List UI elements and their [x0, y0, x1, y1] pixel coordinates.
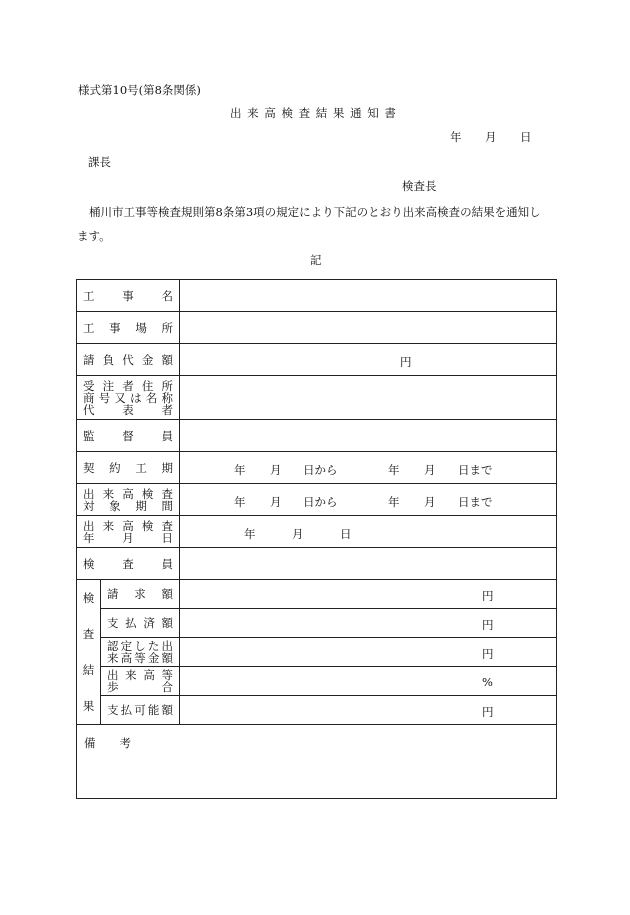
end-day: 日まで — [458, 463, 493, 477]
value-biko[interactable] — [77, 725, 557, 799]
start-day: 日から — [303, 463, 338, 477]
value-kantoku[interactable] — [180, 420, 557, 452]
value-ukeoi-daikin[interactable] — [180, 344, 557, 376]
document-title: 出 来 高 検 査 結 果 通 知 書 — [230, 106, 397, 120]
value-keiyaku-koki[interactable] — [180, 452, 557, 484]
value-seikyu[interactable] — [180, 580, 557, 609]
percent-unit: % — [482, 675, 493, 689]
label-koji-mei: 工 事 名 — [83, 288, 173, 303]
value-juchusha[interactable] — [180, 376, 557, 420]
end-month: 月 — [424, 463, 436, 477]
row-seikyu — [77, 580, 557, 609]
row-nintei — [77, 638, 557, 667]
value-koji-mei[interactable] — [180, 280, 557, 312]
label-biko: 備 考 — [84, 736, 131, 750]
label-koji-basho: 工 事 場 所 — [83, 320, 173, 335]
recipient: 課長 — [88, 155, 111, 169]
value-shiharai-zumi[interactable] — [180, 609, 557, 638]
label-taisho-kikan: 出 来 高 検 査 対 象 期 間 — [83, 486, 173, 513]
year: 年 — [244, 527, 256, 541]
start-day: 日から — [303, 495, 338, 509]
row-shiharai-kano — [77, 696, 557, 725]
label-kensain: 検 査 員 — [83, 556, 173, 571]
value-koji-basho[interactable] — [180, 312, 557, 344]
start-month: 月 — [270, 463, 282, 477]
label-keiyaku-koki: 契 約 工 期 — [83, 460, 173, 475]
row-kensabi — [77, 516, 557, 548]
value-kensabi[interactable] — [180, 516, 557, 548]
row-biko — [77, 725, 557, 799]
row-ukeoi-daikin — [77, 344, 557, 376]
date-day: 日 — [520, 130, 532, 144]
row-buai — [77, 667, 557, 696]
label-buai: 出 来 高 等 歩 合 — [107, 668, 173, 694]
yen-unit: 円 — [482, 589, 494, 603]
label-kensa-kekka: 検 査 結 果 — [77, 580, 101, 725]
value-buai[interactable] — [180, 667, 557, 696]
yen-unit: 円 — [482, 618, 494, 632]
label-juchusha: 受 注 者 住 所 商 号 又 は 名 称 代 表 者 — [83, 378, 173, 417]
label-seikyu: 請 求 額 — [107, 587, 173, 601]
yen-unit: 円 — [482, 705, 494, 719]
date-year: 年 — [450, 130, 462, 144]
value-taisho-kikan[interactable] — [180, 484, 557, 516]
start-month: 月 — [270, 495, 282, 509]
row-koji-basho — [77, 312, 557, 344]
value-shiharai-kano[interactable] — [180, 696, 557, 725]
body-text-line2: ます。 — [77, 229, 111, 243]
label-shiharai-kano: 支 払 可 能 額 — [107, 703, 173, 717]
yen-unit: 円 — [400, 355, 412, 369]
end-day: 日まで — [458, 495, 493, 509]
label-ukeoi-daikin: 請 負 代 金 額 — [83, 352, 173, 367]
end-month: 月 — [424, 495, 436, 509]
start-year: 年 — [234, 495, 246, 509]
date-month: 月 — [485, 130, 497, 144]
label-kantoku: 監 督 員 — [83, 428, 173, 443]
value-kensain[interactable] — [180, 548, 557, 580]
row-taisho-kikan — [77, 484, 557, 516]
label-shiharai-zumi: 支 払 済 額 — [107, 616, 173, 630]
row-kantoku — [77, 420, 557, 452]
value-nintei[interactable] — [180, 638, 557, 667]
end-year: 年 — [388, 463, 400, 477]
end-year: 年 — [388, 495, 400, 509]
row-shiharai-zumi — [77, 609, 557, 638]
sender: 検査長 — [402, 179, 437, 193]
row-kensain — [77, 548, 557, 580]
row-keiyaku-koki — [77, 452, 557, 484]
form-number: 様式第10号(第8条関係) — [78, 83, 201, 97]
label-kensabi: 出 来 高 検 査 年 月 日 — [83, 518, 173, 545]
inspection-result-table — [76, 279, 557, 799]
label-nintei: 認 定 し た 出 来 高 等 金 額 — [107, 639, 173, 665]
month: 月 — [292, 527, 304, 541]
body-text-line1: 桶川市工事等検査規則第8条第3項の規定により下記のとおり出来高検査の結果を通知し — [89, 205, 541, 219]
start-year: 年 — [234, 463, 246, 477]
day: 日 — [340, 527, 352, 541]
row-koji-mei — [77, 280, 557, 312]
ki-label: 記 — [310, 253, 322, 267]
yen-unit: 円 — [482, 647, 494, 661]
row-juchusha — [77, 376, 557, 420]
